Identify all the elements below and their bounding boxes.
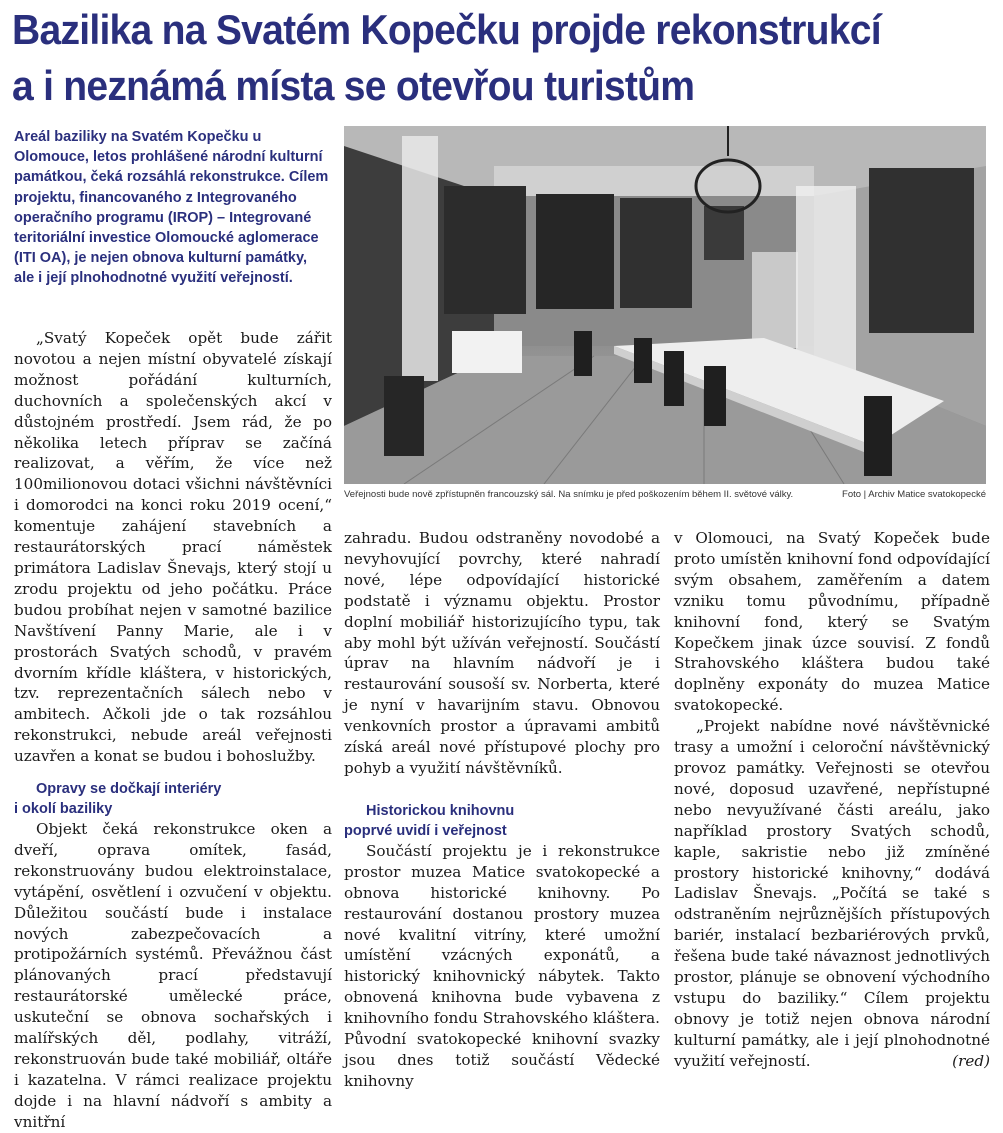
subheading-line: Opravy se dočkají interiéry: [36, 781, 222, 798]
headline-line-2: a i neznámá místa se otevřou turistům: [12, 62, 695, 109]
body-paragraph: Součástí projektu je i rekonstrukce prostor muzea Matice svatokopecké a obnova historické knihovny. Po restaurování dostanou prostory muzea nové kvalitní vitríny, které umožní umístění vzácných exponátů, a historický knihovnický nábytek. Takto obnovená knihovna bude vybavena z knihovního fondu Strahovského kláštera. Původní svatokopecké knihovní svazky jsou dnes totiž součástí Vědecké knihovny: [344, 841, 660, 1090]
photo-caption: [344, 489, 986, 500]
headline-line-1: Bazilika na Svatém Kopečku projde rekonstrukcí: [12, 6, 881, 53]
subheading-line: poprvé uvidí i veřejnost: [344, 822, 507, 839]
headline: [12, 2, 928, 114]
author-signature: (red): [952, 1051, 990, 1070]
column-3: [674, 528, 990, 1072]
body-paragraph-continued: v Olomouci, na Svatý Kopeček bude proto umístěn knihovní fond odpovídající svým obsahem, zaměřením a datem vzniku tomu původnímu, případně knihovní fond, který se Svatým Kopečkem jinak úzce souvisí. Z fondů Strahovského kláštera budou také doplněny exponáty do muzea Matice svatokopecké.: [674, 529, 990, 715]
subheading-line: Historickou knihovnu: [366, 802, 515, 819]
photo-illustration: [344, 126, 986, 484]
body-paragraph-continued: zahradu. Budou odstraněny novodobé a nevyhovující povrchy, které nahradí nové, lépe odpovídající historické podstatě i významu objektu. Prostor doplní mobiliář historizujícího typu, tak aby mohl být užíván veřejností. Součástí úprav na hlavním nádvoří je i restaurování sousoší sv. Norberta, které je nyní v havarijním stavu. Obnovou venkovních prostor a úpravami ambitů získá areál nové přístupové plochy pro pohyb a využití návštěvníků.: [344, 529, 660, 777]
body-paragraph: [674, 716, 990, 1071]
column-2: [344, 528, 660, 1092]
archival-photo-french-hall: [344, 126, 986, 484]
photo-credit: Foto | Archiv Matice svatokopecké: [842, 489, 986, 500]
body-paragraph: „Svatý Kopeček opět bude zářit novotou a nejen místní obyvatelé získají možnost pořádání kulturních, duchovních a společenských akcí v důstojném prostředí. Jsem rád, že po několika letech příprav se začíná realizovat, a věřím, že více než 100milionovou dotaci všichni návštěvníci i domorodci na konci roku 2019 ocení,“ komentuje zahájení stavebních a restaurátorských prací náměstek primátora Ladislav Šnevajs, který stojí u zrodu projektu od jeho počátku. Práce budou probíhat nejen v samotné bazilice Navštívení Panny Marie, ale i v prostorách Svatých schodů, v pravém dvorním křídle kláštera, v historických, tzv. reprezentačních sálech nebo v ambitech. Ačkoli jde o tak rozsáhlou rekonstrukci, nebude areál veřejnosti uzavřen a konat se budou i bohoslužby.: [14, 329, 332, 766]
subheading-line: i okolí baziliky: [14, 801, 113, 818]
caption-text: Veřejnosti bude nově zpřístupněn francouzský sál. Na snímku je před poškozením během II. světové války.: [344, 489, 794, 500]
closing-paragraph-text: „Projekt nabídne nové návštěvnické trasy a umožní i celoroční návštěvnický provoz památky. Veřejnosti se otevřou nové, doposud uzavřené, nepřístupné nebo nevyužívané části areálu, jako například prostory Svatých schodů, kaple, sakristie nebo již zmíněné prostory historické knihovny,“ dodává Ladislav Šnevajs. „Počítá se také s odstraněním nejrůznějších přístupových bariér, instalací bezbariérových prvků, řešena bude také návaznost jednotlivých prostor, plánuje se obnovení východního vstupu do baziliky.“ Cílem projektu obnovy je totiž nejen obnova národní kulturní památky, ale i její plnohodnotné využití veřejností.: [674, 717, 990, 1070]
subheading-library: [344, 801, 660, 841]
body-paragraph: Objekt čeká rekonstrukce oken a dveří, oprava omítek, fasád, rekonstruovány budou elektroinstalace, vytápění, osvětlení i ozvučení v objektu. Důležitou součástí bude i instalace nových zabezpečovacích a protipožárních systémů. Převážnou část plánovaných prací představují restaurátorské umělecké práce, uskuteční se obnova sochařských i malířských děl, podlahy, vitráží, rekonstruován bude také mobiliář, oltáře i kazatelna. V rámci realizace projektu dojde i na hlavní nádvoří s ambity a vnitřní: [14, 820, 332, 1131]
subheading-interiors: [14, 779, 332, 819]
lead-paragraph: Areál baziliky na Svatém Kopečku u Olomouce, letos prohlášené národní kulturní památkou, čeká rozsáhlá rekonstrukce. Cílem projektu, financovaného z Integrovaného operačního programu (IROP) – Integrované teritoriální investice Olomoucké aglomerace (ITI OA), je nejen obnova kulturní památky, ale i její plnohodnotné využití veřejností.: [14, 129, 329, 287]
column-1: [14, 328, 332, 1133]
